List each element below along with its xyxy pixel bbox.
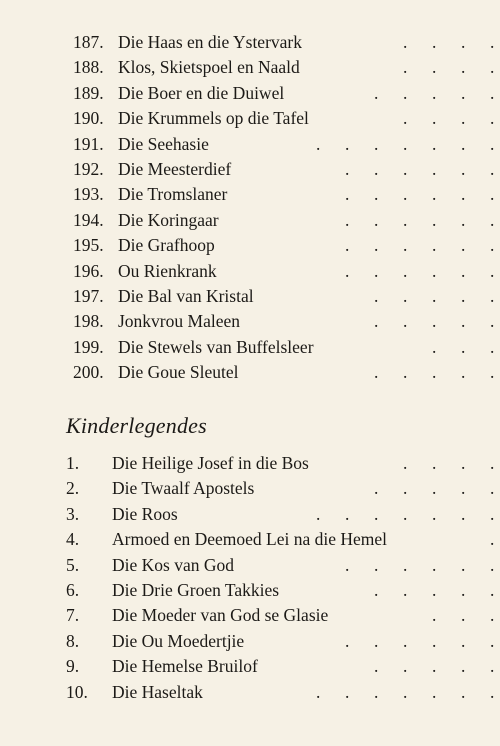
leader-dot: . xyxy=(490,579,495,600)
leader-dot: . xyxy=(461,656,466,677)
contents-entry xyxy=(0,81,500,106)
leader-dot: . xyxy=(490,285,495,306)
leader-dot: . xyxy=(403,285,408,306)
contents-entry xyxy=(0,553,500,578)
entry-title: Die Drie Groen Takkies xyxy=(112,579,280,600)
leader-dot: . xyxy=(490,209,495,230)
entry-title: Die Roos xyxy=(112,503,178,524)
contents-entry xyxy=(0,309,500,334)
leader-dot: . xyxy=(432,285,437,306)
leader-dot: . xyxy=(374,82,379,103)
leader-dot: . xyxy=(432,362,437,383)
leader-dot: . xyxy=(403,453,408,473)
leader-dot: . xyxy=(490,362,495,383)
dot-leader xyxy=(0,309,500,334)
leader-dot: . xyxy=(374,656,379,677)
entry-title: Klos, Skietspoel en Naald xyxy=(118,57,300,78)
entry-title: Armoed en Deemoed Lei na die Hemel xyxy=(112,529,388,550)
kinderlegendes-list xyxy=(0,451,500,705)
leader-dot: . xyxy=(461,133,466,154)
leader-dot: . xyxy=(461,630,466,651)
leader-dot: . xyxy=(403,362,408,383)
leader-dot: . xyxy=(374,311,379,332)
leader-dot: . xyxy=(432,82,437,103)
entry-number: 189. xyxy=(73,82,104,103)
leader-dot: . xyxy=(374,579,379,600)
leader-dot: . xyxy=(490,453,495,473)
leader-dot: . xyxy=(432,133,437,154)
dot-leader xyxy=(0,30,500,55)
entry-title: Die Ou Moedertjie xyxy=(112,630,245,651)
leader-dot: . xyxy=(461,82,466,103)
leader-dot: . xyxy=(345,260,350,281)
entry-title: Die Twaalf Apostels xyxy=(112,478,255,499)
contents-entry xyxy=(0,578,500,603)
dot-leader xyxy=(0,259,500,284)
dot-leader xyxy=(0,476,500,501)
leader-dot: . xyxy=(374,158,379,179)
entry-number: 197. xyxy=(73,285,104,306)
dot-leader xyxy=(0,553,500,578)
leader-dot: . xyxy=(345,503,350,524)
leader-dot: . xyxy=(345,209,350,230)
dot-leader xyxy=(0,360,500,385)
entry-title: Die Grafhoop xyxy=(118,235,215,256)
leader-dot: . xyxy=(490,681,495,702)
leader-dot: . xyxy=(432,57,437,78)
entry-number: 2. xyxy=(66,478,80,499)
leader-dot: . xyxy=(432,158,437,179)
dot-leader xyxy=(0,157,500,182)
entry-title: Die Stewels van Buffelsleer xyxy=(118,336,314,357)
dot-leader xyxy=(0,451,500,476)
leader-dot: . xyxy=(403,630,408,651)
leader-dot: . xyxy=(461,235,466,256)
leader-dot: . xyxy=(461,503,466,524)
leader-dot: . xyxy=(432,554,437,575)
leader-dot: . xyxy=(403,681,408,702)
entry-title: Die Heilige Josef in die Bos xyxy=(112,453,309,473)
leader-dot: . xyxy=(490,336,495,357)
leader-dot: . xyxy=(316,503,321,524)
contents-entry xyxy=(0,629,500,654)
leader-dot: . xyxy=(461,57,466,78)
contents-entry xyxy=(0,502,500,527)
entry-number: 193. xyxy=(73,184,104,205)
dot-leader xyxy=(0,55,500,80)
dot-leader xyxy=(0,233,500,258)
dot-leader xyxy=(0,527,500,552)
leader-dot: . xyxy=(461,605,466,626)
leader-dot: . xyxy=(490,630,495,651)
dot-leader xyxy=(0,284,500,309)
leader-dot: . xyxy=(374,260,379,281)
dot-leader xyxy=(0,603,500,628)
leader-dot: . xyxy=(403,503,408,524)
contents-entry xyxy=(0,654,500,679)
entry-number: 192. xyxy=(73,158,104,179)
entry-number: 191. xyxy=(73,133,104,154)
entry-number: 200. xyxy=(73,362,104,383)
entry-title: Die Meesterdief xyxy=(118,158,232,179)
entry-title: Die Haas en die Ystervark xyxy=(118,32,302,52)
leader-dot: . xyxy=(461,311,466,332)
leader-dot: . xyxy=(403,32,408,52)
entry-title: Die Tromslaner xyxy=(118,184,228,205)
leader-dot: . xyxy=(345,681,350,702)
leader-dot: . xyxy=(374,554,379,575)
entry-title: Jonkvrou Maleen xyxy=(118,311,240,332)
entry-number: 8. xyxy=(66,630,80,651)
entry-number: 5. xyxy=(66,554,80,575)
leader-dot: . xyxy=(432,579,437,600)
contents-entry xyxy=(0,157,500,182)
entry-number: 195. xyxy=(73,235,104,256)
contents-entry xyxy=(0,208,500,233)
leader-dot: . xyxy=(432,108,437,129)
leader-dot: . xyxy=(374,209,379,230)
leader-dot: . xyxy=(461,453,466,473)
leader-dot: . xyxy=(461,554,466,575)
dot-leader xyxy=(0,654,500,679)
leader-dot: . xyxy=(374,630,379,651)
leader-dot: . xyxy=(490,503,495,524)
leader-dot: . xyxy=(461,158,466,179)
entry-number: 188. xyxy=(73,57,104,78)
dot-leader xyxy=(0,335,500,360)
entry-title: Die Boer en die Duiwel xyxy=(118,82,285,103)
entry-number: 190. xyxy=(73,108,104,129)
contents-entry xyxy=(0,106,500,131)
leader-dot: . xyxy=(345,158,350,179)
leader-dot: . xyxy=(490,184,495,205)
leader-dot: . xyxy=(432,336,437,357)
leader-dot: . xyxy=(316,681,321,702)
contents-entry xyxy=(0,360,500,385)
leader-dot: . xyxy=(490,478,495,499)
leader-dot: . xyxy=(374,362,379,383)
entry-number: 199. xyxy=(73,336,104,357)
contents-entry xyxy=(0,55,500,80)
leader-dot: . xyxy=(432,656,437,677)
leader-dot: . xyxy=(461,681,466,702)
entry-number: 9. xyxy=(66,656,80,677)
leader-dot: . xyxy=(403,82,408,103)
contents-entry xyxy=(0,259,500,284)
leader-dot: . xyxy=(490,32,495,52)
leader-dot: . xyxy=(490,108,495,129)
section-heading: Kinderlegendes xyxy=(66,413,207,438)
leader-dot: . xyxy=(403,108,408,129)
entry-title: Die Koringaar xyxy=(118,209,219,230)
leader-dot: . xyxy=(403,133,408,154)
leader-dot: . xyxy=(432,630,437,651)
leader-dot: . xyxy=(490,57,495,78)
entry-number: 4. xyxy=(66,529,80,550)
entry-number: 10. xyxy=(66,681,88,702)
entry-number: 198. xyxy=(73,311,104,332)
contents-entry xyxy=(0,182,500,207)
leader-dot: . xyxy=(374,478,379,499)
leader-dot: . xyxy=(432,184,437,205)
dot-leader xyxy=(0,132,500,157)
entry-title: Die Seehasie xyxy=(118,133,209,154)
leader-dot: . xyxy=(490,656,495,677)
leader-dot: . xyxy=(374,184,379,205)
leader-dot: . xyxy=(461,478,466,499)
contents-entry xyxy=(0,335,500,360)
leader-dot: . xyxy=(374,235,379,256)
contents-entry xyxy=(0,132,500,157)
leader-dot: . xyxy=(345,554,350,575)
leader-dot: . xyxy=(461,184,466,205)
leader-dot: . xyxy=(461,260,466,281)
entry-title: Die Kos van God xyxy=(112,554,234,575)
leader-dot: . xyxy=(374,133,379,154)
entry-number: 196. xyxy=(73,260,104,281)
entry-title: Die Moeder van God se Glasie xyxy=(112,605,329,626)
leader-dot: . xyxy=(461,108,466,129)
contents-entry xyxy=(0,680,500,705)
leader-dot: . xyxy=(490,554,495,575)
leader-dot: . xyxy=(432,32,437,52)
leader-dot: . xyxy=(432,453,437,473)
leader-dot: . xyxy=(403,478,408,499)
leader-dot: . xyxy=(374,503,379,524)
leader-dot: . xyxy=(490,82,495,103)
contents-entry xyxy=(0,30,500,55)
leader-dot: . xyxy=(490,158,495,179)
leader-dot: . xyxy=(461,362,466,383)
leader-dot: . xyxy=(490,133,495,154)
leader-dot: . xyxy=(345,235,350,256)
dot-leader xyxy=(0,629,500,654)
leader-dot: . xyxy=(374,681,379,702)
leader-dot: . xyxy=(490,235,495,256)
entry-title: Die Haseltak xyxy=(112,681,203,702)
leader-dot: . xyxy=(403,235,408,256)
leader-dot: . xyxy=(490,260,495,281)
leader-dot: . xyxy=(403,579,408,600)
dot-leader xyxy=(0,182,500,207)
leader-dot: . xyxy=(490,529,495,550)
dot-leader xyxy=(0,680,500,705)
leader-dot: . xyxy=(432,235,437,256)
entry-number: 6. xyxy=(66,579,80,600)
entry-number: 194. xyxy=(73,209,104,230)
leader-dot: . xyxy=(403,158,408,179)
leader-dot: . xyxy=(403,57,408,78)
leader-dot: . xyxy=(316,133,321,154)
entry-number: 3. xyxy=(66,503,80,524)
contents-entry xyxy=(0,284,500,309)
leader-dot: . xyxy=(490,605,495,626)
leader-dot: . xyxy=(432,311,437,332)
contents-entry xyxy=(0,476,500,501)
contents-entry xyxy=(0,451,500,476)
contents-entry xyxy=(0,233,500,258)
dot-leader xyxy=(0,502,500,527)
leader-dot: . xyxy=(461,285,466,306)
dot-leader xyxy=(0,208,500,233)
dot-leader xyxy=(0,81,500,106)
leader-dot: . xyxy=(432,209,437,230)
entry-number: 1. xyxy=(66,453,80,473)
leader-dot: . xyxy=(432,605,437,626)
entry-number: 7. xyxy=(66,605,80,626)
entry-title: Die Bal van Kristal xyxy=(118,285,254,306)
leader-dot: . xyxy=(403,209,408,230)
entry-title: Die Krummels op die Tafel xyxy=(118,108,309,129)
leader-dot: . xyxy=(461,209,466,230)
leader-dot: . xyxy=(345,184,350,205)
entry-title: Die Goue Sleutel xyxy=(118,362,239,383)
leader-dot: . xyxy=(345,133,350,154)
leader-dot: . xyxy=(403,656,408,677)
contents-entry xyxy=(0,603,500,628)
entry-title: Ou Rienkrank xyxy=(118,260,217,281)
dot-leader xyxy=(0,578,500,603)
dot-leader xyxy=(0,106,500,131)
contents-list xyxy=(0,30,500,385)
entry-title: Die Hemelse Bruilof xyxy=(112,656,258,677)
contents-entry xyxy=(0,527,500,552)
leader-dot: . xyxy=(403,260,408,281)
leader-dot: . xyxy=(345,630,350,651)
leader-dot: . xyxy=(432,260,437,281)
entry-number: 187. xyxy=(73,32,104,52)
leader-dot: . xyxy=(403,184,408,205)
leader-dot: . xyxy=(461,579,466,600)
leader-dot: . xyxy=(461,32,466,52)
leader-dot: . xyxy=(432,681,437,702)
leader-dot: . xyxy=(432,503,437,524)
leader-dot: . xyxy=(374,285,379,306)
leader-dot: . xyxy=(432,478,437,499)
leader-dot: . xyxy=(403,311,408,332)
leader-dot: . xyxy=(461,336,466,357)
leader-dot: . xyxy=(490,311,495,332)
leader-dot: . xyxy=(403,554,408,575)
